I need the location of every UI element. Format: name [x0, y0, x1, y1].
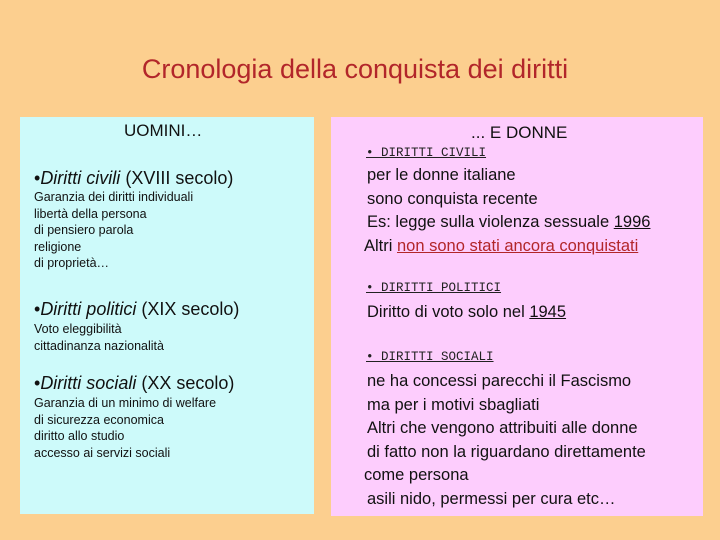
women-header: ... E DONNE: [471, 123, 568, 142]
women-civil-text: per le donne italiane sono conquista recente Es: legge sulla violenza sessuale 1996 Altri non sono stati ancora conquistati: [364, 166, 651, 255]
not-yet-conquered: non sono stati ancora conquistati: [397, 236, 639, 255]
social-rights-heading: •Diritti sociali (XX secolo): [34, 373, 235, 393]
civil-rights-details: Garanzia dei diritti individuali libertà della persona di pensiero parola religione di proprietà…: [34, 190, 194, 271]
women-political-label: • DIRITTI POLITICI: [366, 281, 502, 295]
civil-rights-heading: •Diritti civili (XVIII secolo): [34, 168, 234, 188]
women-social-text: ne ha concessi parecchi il Fascismo ma per i motivi sbagliati Altri che vengono attribuiti alle donne di fatto non la riguardano direttamente come persona asili nido, permessi per cura etc…: [364, 372, 646, 508]
social-rights-details: Garanzia di un minimo di welfare di sicurezza economica diritto allo studio accesso ai servizi sociali: [34, 396, 217, 460]
year-1996: 1996: [613, 213, 651, 231]
slide-title: Cronologia della conquista dei diritti: [141, 54, 569, 84]
political-rights-heading: •Diritti politici (XIX secolo): [34, 299, 240, 319]
political-rights-details: Voto eleggibilità cittadinanza nazionalità: [34, 322, 164, 353]
year-1945: 1945: [529, 303, 567, 321]
men-header: UOMINI…: [124, 121, 203, 140]
women-social-label: • DIRITTI SOCIALI: [366, 350, 494, 364]
women-civil-label: • DIRITTI CIVILI: [366, 146, 487, 160]
women-political-text: Diritto di voto solo nel 1945: [367, 303, 567, 321]
